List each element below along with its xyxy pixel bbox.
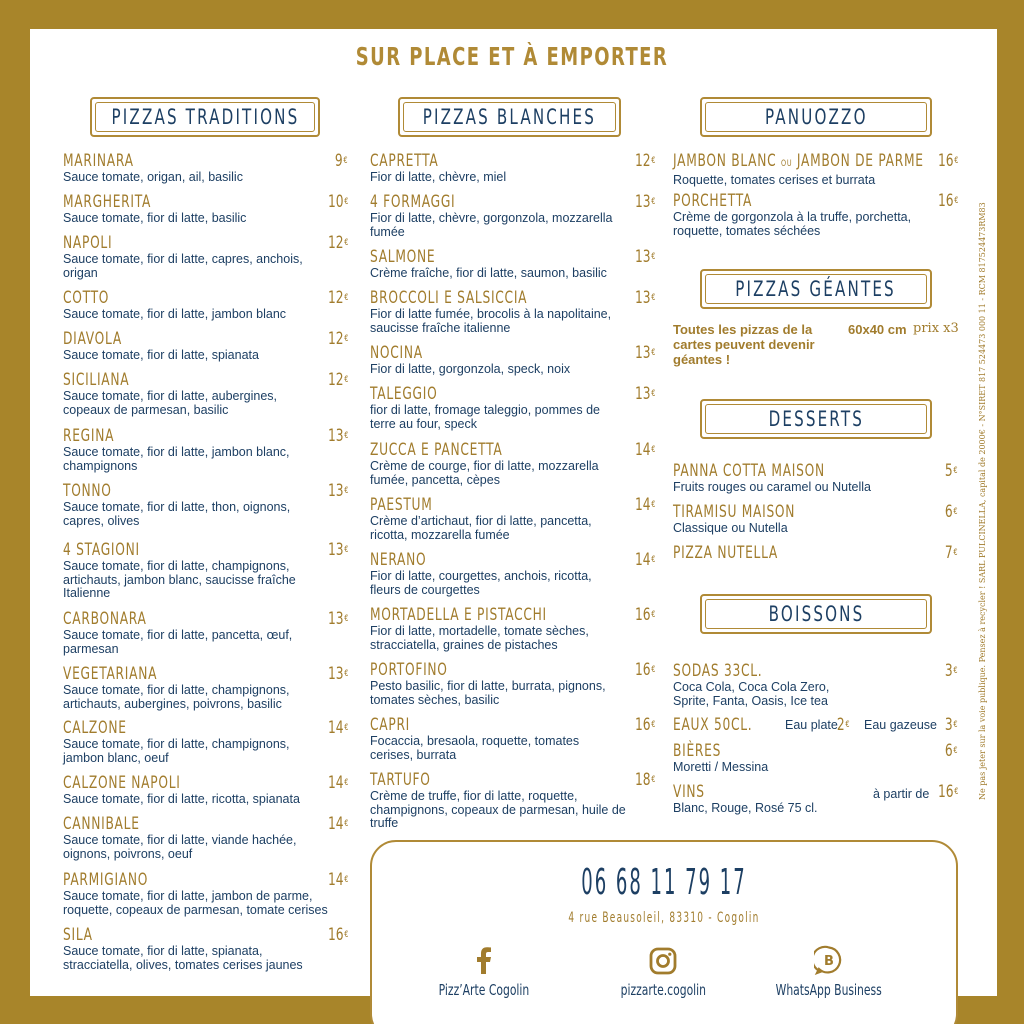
item-description: Sauce tomate, fior di latte, champignons, artichauts, aubergines, poivrons, basilic bbox=[63, 683, 290, 711]
item-description: Sauce tomate, fior di latte, thon, oignons, capres, olives bbox=[63, 500, 291, 528]
item-price: 16€ bbox=[937, 782, 958, 802]
list-item bbox=[63, 289, 348, 322]
item-price: 16€ bbox=[327, 925, 348, 945]
item-name: CAPRETTA bbox=[370, 151, 439, 171]
item-description: Coca Cola, Coca Cola Zero, Sprite, Fanta, Oasis, Ice tea bbox=[673, 680, 830, 708]
geantes-size: 60x40 cm bbox=[848, 322, 907, 337]
list-item bbox=[63, 427, 348, 473]
item-price: 14€ bbox=[634, 550, 655, 570]
list-item bbox=[63, 541, 348, 601]
svg-text:B: B bbox=[824, 954, 834, 969]
item-price: 6€ bbox=[945, 502, 958, 522]
item-description: Fior di latte fumée, brocolis à la napolitaine, saucisse fraîche italienne bbox=[370, 307, 612, 335]
item-name: PORCHETTA bbox=[673, 191, 753, 211]
item-name: REGINA bbox=[63, 426, 115, 446]
list-item bbox=[63, 234, 348, 280]
item-price: 16€ bbox=[634, 715, 655, 735]
list-item bbox=[370, 193, 655, 239]
desserts-list bbox=[673, 462, 958, 563]
item-price: 14€ bbox=[634, 440, 655, 460]
legal-notice: Ne pas jeter sur la voie publique. Pensez à recycler ! SARL PULCINELLA, capital de 2000€ - N°SIRET 817 524473 000 11 - RCM 817524473RM83 bbox=[978, 202, 987, 800]
item-price: 10€ bbox=[327, 192, 348, 212]
item-description: Sauce tomate, fior di latte, jambon blanc, champignons bbox=[63, 445, 290, 473]
item-price: 13€ bbox=[327, 426, 348, 446]
item-name: JAMBON BLANC OU JAMBON DE PARME bbox=[673, 151, 924, 171]
phone-number[interactable]: 06 68 11 79 17 bbox=[581, 862, 747, 903]
list-item bbox=[370, 248, 655, 281]
whatsapp-link[interactable] bbox=[739, 945, 919, 1000]
geantes-note: Toutes les pizzas de la cartes peuvent devenir géantes ! bbox=[673, 322, 815, 367]
item-price: 13€ bbox=[634, 288, 655, 308]
list-item bbox=[63, 152, 348, 185]
item-name: PIZZA NUTELLA bbox=[673, 543, 779, 563]
item-price: 13€ bbox=[327, 609, 348, 629]
item-price: 7€ bbox=[945, 543, 958, 563]
item-price: 12€ bbox=[327, 329, 348, 349]
item-price: 12€ bbox=[327, 233, 348, 253]
item-name: CANNIBALE bbox=[63, 814, 140, 834]
item-price: 5€ bbox=[945, 461, 958, 481]
list-item bbox=[370, 771, 655, 831]
list-item bbox=[370, 385, 655, 431]
list-item bbox=[673, 544, 958, 563]
instagram-label: pizzarte.cogolin bbox=[620, 981, 706, 999]
facebook-icon bbox=[472, 947, 496, 975]
whatsapp-label: WhatsApp Business bbox=[775, 981, 883, 999]
item-name: 4 FORMAGGI bbox=[370, 192, 456, 212]
item-name: CALZONE bbox=[63, 718, 127, 738]
item-name: NAPOLI bbox=[63, 233, 113, 253]
list-item bbox=[673, 742, 958, 783]
item-description: Blanc, Rouge, Rosé 75 cl. bbox=[673, 801, 818, 815]
item-name: NOCINA bbox=[370, 343, 423, 363]
item-name: EAUX 50CL. bbox=[673, 715, 753, 735]
facebook-label: Pizz’Arte Cogolin bbox=[438, 981, 530, 999]
item-description: Crème de truffe, fior di latte, roquette, champignons, copeaux de parmesan, huile de truffe bbox=[370, 789, 626, 830]
whatsapp-business-icon bbox=[814, 945, 844, 975]
item-price: 18€ bbox=[634, 770, 655, 790]
item-description: Sauce tomate, origan, ail, basilic bbox=[63, 170, 243, 184]
list-item bbox=[370, 496, 655, 542]
list-item bbox=[63, 330, 348, 363]
item-description: Roquette, tomates cerises et burrata bbox=[673, 173, 876, 187]
item-name: TALEGGIO bbox=[370, 384, 438, 404]
item-name: TARTUFO bbox=[370, 770, 431, 790]
item-price: 13€ bbox=[327, 481, 348, 501]
list-item bbox=[673, 192, 958, 238]
item-description: Sauce tomate, fior di latte, basilic bbox=[63, 211, 247, 225]
item-name: SICILIANA bbox=[63, 370, 130, 390]
list-item bbox=[63, 774, 348, 807]
item-name: BIÈRES bbox=[673, 741, 722, 761]
item-description: Sauce tomate, fior di latte, pancetta, œuf, parmesan bbox=[63, 628, 293, 656]
item-price: 12€ bbox=[327, 370, 348, 390]
item-description: Moretti / Messina bbox=[673, 760, 769, 774]
vins-prefix: à partir de bbox=[873, 787, 930, 801]
item-description: Classique ou Nutella bbox=[673, 521, 788, 535]
section-title-traditions: PIZZAS TRADITIONS bbox=[90, 97, 320, 137]
list-item bbox=[370, 551, 655, 597]
address: 4 rue Beausoleil, 83310 - Cogolin bbox=[568, 910, 760, 926]
item-description: Sauce tomate, fior di latte, ricotta, spianata bbox=[63, 792, 300, 806]
item-name: MARGHERITA bbox=[63, 192, 152, 212]
list-item bbox=[673, 662, 958, 716]
list-item bbox=[370, 441, 655, 487]
item-name: DIAVOLA bbox=[63, 329, 122, 349]
menu-headline: SUR PLACE ET À EMPORTER bbox=[355, 42, 669, 71]
item-description: Sauce tomate, fior di latte, jambon blanc bbox=[63, 307, 287, 321]
item-price: 9€ bbox=[335, 151, 348, 171]
item-name: PORTOFINO bbox=[370, 660, 448, 680]
eau-plate-label: Eau plate bbox=[785, 718, 838, 732]
list-item bbox=[370, 152, 655, 185]
item-description: Fior di latte, mortadelle, tomate sèches, stracciatella, graines de pistaches bbox=[370, 624, 589, 652]
item-name: SODAS 33CL. bbox=[673, 661, 763, 681]
item-price: 14€ bbox=[327, 718, 348, 738]
item-description: Sauce tomate, fior di latte, capres, anchois, origan bbox=[63, 252, 303, 280]
list-item bbox=[63, 482, 348, 528]
item-description: Sauce tomate, fior di latte, champignons, artichauts, jambon blanc, saucisse fraîche Italienne bbox=[63, 559, 296, 600]
item-description: fior di latte, fromage taleggio, pommes de terre au four, speck bbox=[370, 403, 600, 431]
list-item bbox=[370, 344, 655, 377]
item-price: 12€ bbox=[634, 151, 655, 171]
item-description: Fior di latte, gorgonzola, speck, noix bbox=[370, 362, 571, 376]
list-item bbox=[673, 716, 958, 742]
list-item bbox=[63, 610, 348, 656]
list-item bbox=[63, 665, 348, 711]
item-name: CAPRI bbox=[370, 715, 411, 735]
item-price: 13€ bbox=[327, 664, 348, 684]
item-name: SILA bbox=[63, 925, 93, 945]
item-description: Fior di latte, chèvre, gorgonzola, mozzarella fumée bbox=[370, 211, 613, 239]
item-description: Sauce tomate, fior di latte, spianata bbox=[63, 348, 259, 362]
item-name: VINS bbox=[673, 782, 705, 802]
section-title-geantes: PIZZAS GÉANTES bbox=[700, 269, 932, 309]
item-price: 14€ bbox=[327, 773, 348, 793]
item-description: Sauce tomate, fior di latte, viande hachée, oignons, poivrons, oeuf bbox=[63, 833, 297, 861]
eau-gazeuse-label: Eau gazeuse bbox=[864, 718, 937, 732]
instagram-icon bbox=[649, 947, 677, 975]
section-title-boissons: BOISSONS bbox=[700, 594, 932, 634]
list-item bbox=[673, 783, 958, 816]
list-item bbox=[63, 371, 348, 417]
item-name: PARMIGIANO bbox=[63, 870, 149, 890]
item-name: ZUCCA E PANCETTA bbox=[370, 440, 503, 460]
list-item bbox=[63, 193, 348, 226]
list-item bbox=[673, 503, 958, 544]
facebook-link[interactable] bbox=[394, 947, 574, 1000]
eau-gazeuse-price: 3€ bbox=[945, 715, 958, 735]
item-name: PAESTUM bbox=[370, 495, 433, 515]
list-item bbox=[673, 152, 958, 192]
item-price: 16€ bbox=[634, 660, 655, 680]
item-description: Crème d’artichaut, fior di latte, pancetta, ricotta, mozzarella fumée bbox=[370, 514, 592, 542]
item-name: VEGETARIANA bbox=[63, 664, 158, 684]
item-name: MORTADELLA E PISTACCHI bbox=[370, 605, 547, 625]
item-description: Fior di latte, courgettes, anchois, ricotta, fleurs de courgettes bbox=[370, 569, 592, 597]
item-name: CARBONARA bbox=[63, 609, 147, 629]
item-price: 16€ bbox=[937, 191, 958, 211]
item-price: 13€ bbox=[634, 192, 655, 212]
item-price: 16€ bbox=[937, 151, 958, 171]
item-description: Fruits rouges ou caramel ou Nutella bbox=[673, 480, 872, 494]
list-item bbox=[673, 462, 958, 503]
item-price: 14€ bbox=[327, 870, 348, 890]
item-description: Sauce tomate, fior di latte, champignons, jambon blanc, oeuf bbox=[63, 737, 290, 765]
item-price: 14€ bbox=[327, 814, 348, 834]
item-price: 14€ bbox=[634, 495, 655, 515]
item-name: NERANO bbox=[370, 550, 427, 570]
item-description: Sauce tomate, fior di latte, jambon de parme, roquette, copeaux de parmesan, tomate cerises bbox=[63, 889, 328, 917]
item-price: 12€ bbox=[327, 288, 348, 308]
item-name: PANNA COTTA MAISON bbox=[673, 461, 825, 481]
item-price: 6€ bbox=[945, 741, 958, 761]
item-name: TONNO bbox=[63, 481, 112, 501]
section-title-blanches: PIZZAS BLANCHES bbox=[398, 97, 621, 137]
item-price: 13€ bbox=[634, 343, 655, 363]
list-item bbox=[63, 815, 348, 861]
item-description: Pesto basilic, fior di latte, burrata, pignons, tomates sèches, basilic bbox=[370, 679, 606, 707]
item-description: Fior di latte, chèvre, miel bbox=[370, 170, 507, 184]
list-item bbox=[370, 606, 655, 652]
item-name: CALZONE NAPOLI bbox=[63, 773, 181, 793]
item-name: COTTO bbox=[63, 288, 110, 308]
item-description: Focaccia, bresaola, roquette, tomates cerises, burrata bbox=[370, 734, 580, 762]
item-name: 4 STAGIONI bbox=[63, 540, 140, 560]
item-description: Sauce tomate, fior di latte, spianata, stracciatella, olives, tomates cerises jaunes bbox=[63, 944, 303, 972]
item-description: Crème de gorgonzola à la truffe, porchetta, roquette, tomates séchées bbox=[673, 210, 912, 238]
item-name: BROCCOLI E SALSICCIA bbox=[370, 288, 528, 308]
item-description: Crème de courge, fior di latte, mozzarella fumée, pancetta, cèpes bbox=[370, 459, 599, 487]
item-description: Crème fraîche, fior di latte, saumon, basilic bbox=[370, 266, 607, 280]
geantes-multiplier: prix x3 bbox=[913, 321, 959, 336]
section-title-panuozzo: PANUOZZO bbox=[700, 97, 932, 137]
item-name: SALMONE bbox=[370, 247, 436, 267]
list-item bbox=[63, 926, 348, 972]
panuozzo-list bbox=[673, 152, 958, 238]
instagram-link[interactable] bbox=[573, 947, 753, 1000]
item-description: Sauce tomate, fior di latte, aubergines, copeaux de parmesan, basilic bbox=[63, 389, 278, 417]
eau-plate-price: 2€ bbox=[837, 715, 850, 735]
list-item bbox=[370, 289, 655, 335]
item-price: 13€ bbox=[634, 247, 655, 267]
item-name: MARINARA bbox=[63, 151, 134, 171]
item-price: 3€ bbox=[945, 661, 958, 681]
section-title-desserts: DESSERTS bbox=[700, 399, 932, 439]
list-item bbox=[63, 719, 348, 765]
item-price: 13€ bbox=[327, 540, 348, 560]
boissons-list bbox=[673, 662, 958, 816]
list-item bbox=[370, 716, 655, 762]
item-price: 16€ bbox=[634, 605, 655, 625]
item-name: TIRAMISU MAISON bbox=[673, 502, 796, 522]
list-item bbox=[370, 661, 655, 707]
item-price: 13€ bbox=[634, 384, 655, 404]
